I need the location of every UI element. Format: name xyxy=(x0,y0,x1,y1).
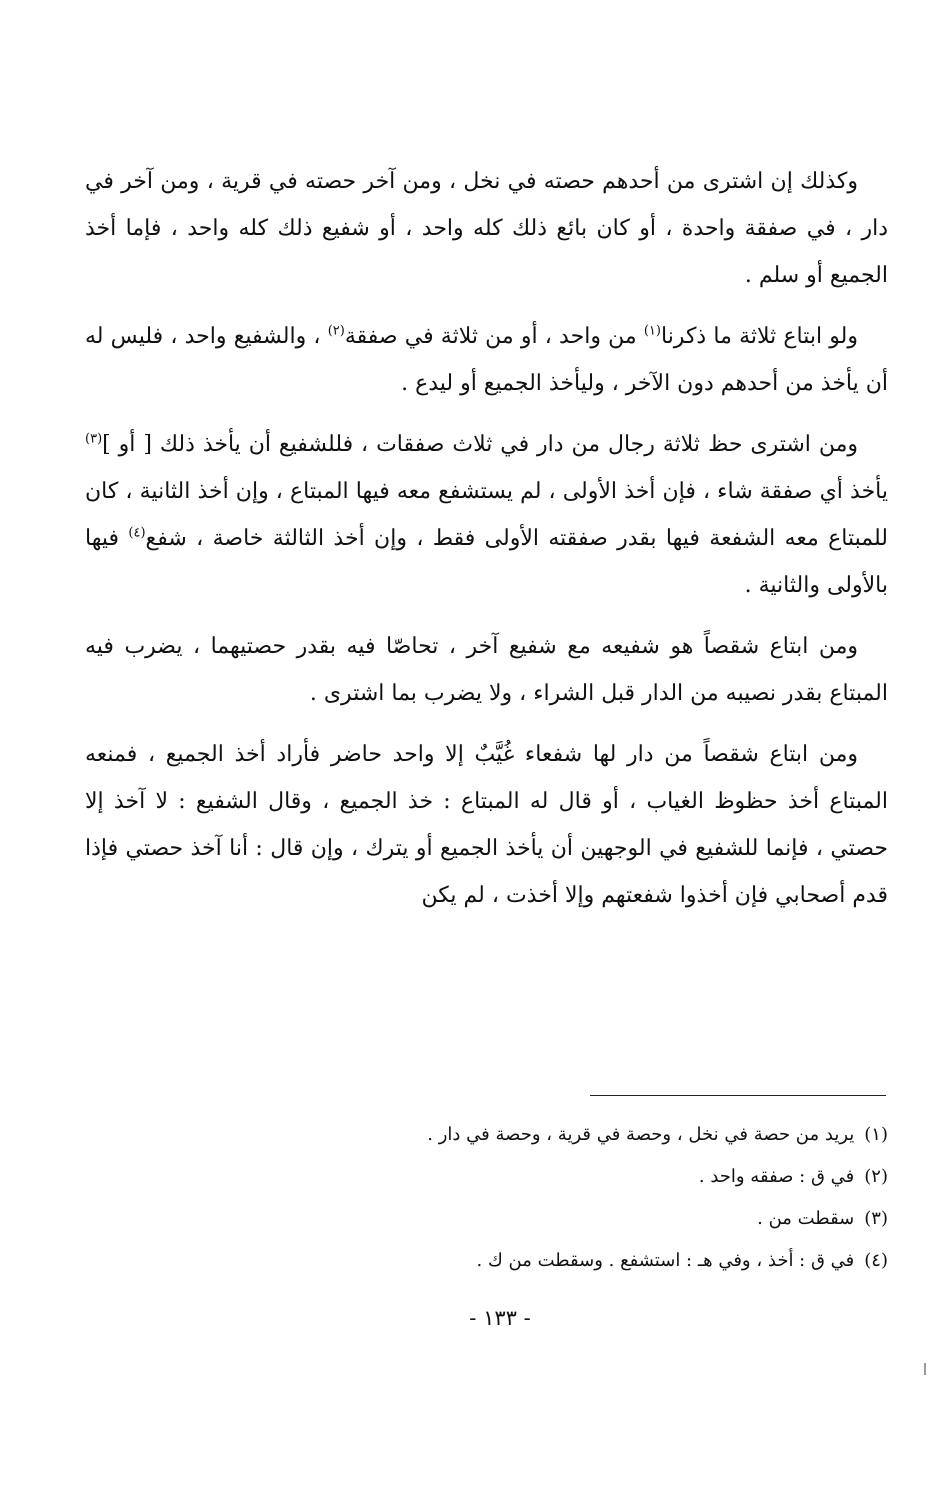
paragraph-text: يأخذ أي صفقة شاء ، فإن أخذ الأولى ، لم يستشفع معه فيها المبتاع ، وإن أخذ الثانية ، كان للمبتاع معه الشفعة فيها بقدر صفقته الأولى فقط ، وإن أخذ الثالثة خاصة ، شفع xyxy=(85,479,888,551)
paragraph-text: من واحد ، أو من ثلاثة في صفقة xyxy=(344,324,644,349)
footnote-text: يريد من حصة في نخل ، وحصة في قرية ، وحصة في دار . xyxy=(427,1124,855,1145)
footnote-3 xyxy=(300,1198,888,1240)
footnote-text: في ق : صفقه واحد . xyxy=(698,1166,855,1187)
margin-mark xyxy=(924,1363,926,1375)
footnote-1 xyxy=(300,1114,888,1156)
paragraph-text: فيها بالأولى والثانية . xyxy=(85,526,888,598)
footnote-marker: (٣) xyxy=(85,431,103,447)
paragraph-text: ، والشفيع واحد ، فليس له أن يأخذ من أحدهم دون الآخر ، وليأخذ الجميع أو ليدع . xyxy=(85,324,888,396)
paragraph-2 xyxy=(85,313,888,407)
footnote-4 xyxy=(300,1240,888,1282)
footnote-text: في ق : أخذ ، وفي هـ : استشفع . وسقطت من ك . xyxy=(476,1250,855,1271)
paragraph-text: وكذلك إن اشترى من أحدهم حصته في نخل ، ومن آخر حصته في قرية ، ومن آخر في دار ، في صفقة واحدة ، أو كان بائع ذلك كله واحد ، أو شفيع ذلك كله واحد ، فإما أخذ الجميع أو سلم . xyxy=(85,169,888,288)
paragraph-text: ولو ابتاع ثلاثة ما ذكرنا xyxy=(660,324,858,349)
footnote-marker: (١) xyxy=(643,323,661,339)
paragraph-text: ومن ابتاع شقصاً هو شفيعه مع شفيع آخر ، تحاصّا فيه بقدر حصتيهما ، يضرب فيه المبتاع بقدر نصيبه من الدار قبل الشراء ، ولا يضرب بما اشترى . xyxy=(85,634,888,706)
paragraph-text: ومن اشترى حظ ثلاثة رجال من دار في ثلاث صفقات ، فللشفيع أن يأخذ ذلك [ أو ] xyxy=(102,432,858,457)
paragraph-text: ومن ابتاع شقصاً من دار لها شفعاء غُيَّبٌ إلا واحد حاضر فأراد أخذ الجميع ، فمنعه المبتاع أخذ حظوظ الغياب ، أو قال له المبتاع : خذ الجميع ، وقال الشفيع : لا آخذ إلا حصتي ، فإنما للشفيع في الوجهين أن يأخذ الجميع أو يترك ، وإن قال : أنا آخذ حصتي فإذا قدم أصحابي فإن أخذوا شفعتهم وإلا أخذت ، لم يكن xyxy=(85,742,888,908)
main-text xyxy=(85,158,888,919)
footnote-number: (٢) xyxy=(864,1166,888,1187)
footnotes xyxy=(300,1114,888,1282)
footnote-marker: (٢) xyxy=(327,323,345,339)
footnote-2 xyxy=(300,1156,888,1198)
paragraph-5 xyxy=(85,731,888,919)
paragraph-3 xyxy=(85,421,888,609)
footnote-number: (٣) xyxy=(864,1208,888,1229)
paragraph-4 xyxy=(85,623,888,717)
footnote-number: (١) xyxy=(864,1124,888,1145)
page-number: - ١٣٣ - xyxy=(469,1306,531,1330)
paragraph-1 xyxy=(85,158,888,299)
footnote-number: (٤) xyxy=(864,1250,888,1271)
footnote-text: سقطت من . xyxy=(757,1208,855,1229)
footnote-marker: (٤) xyxy=(128,525,146,541)
footnote-separator xyxy=(590,1095,886,1096)
